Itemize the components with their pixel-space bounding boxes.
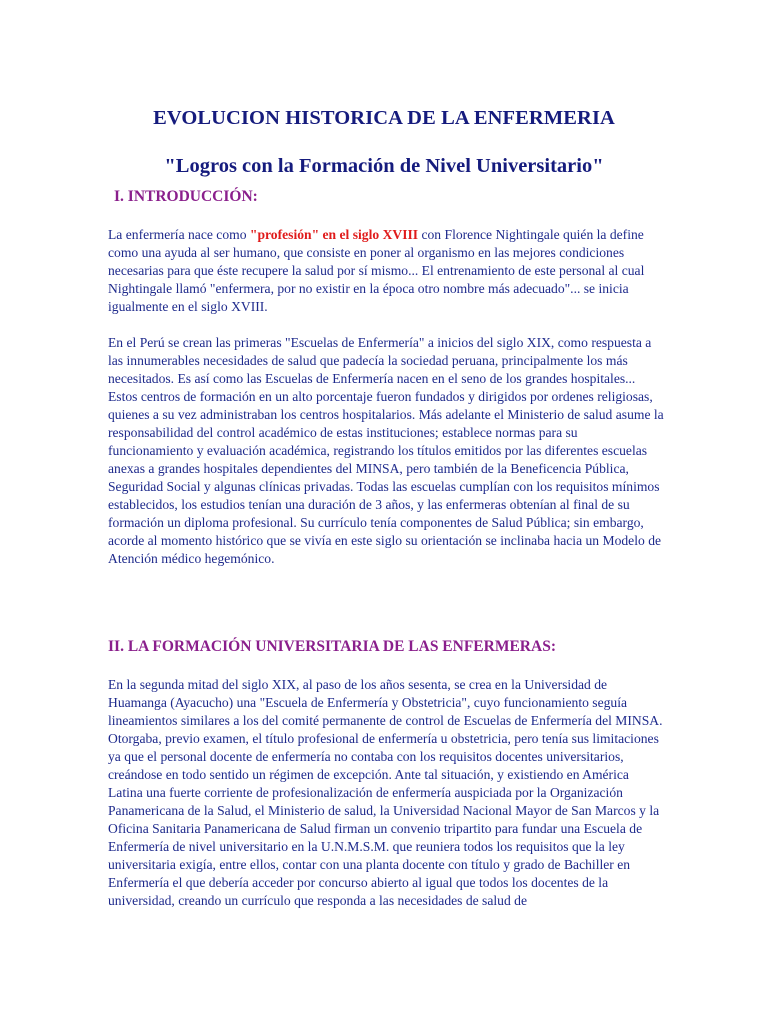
section-heading-introduccion: I. INTRODUCCIÓN: <box>114 188 258 205</box>
document-title: EVOLUCION HISTORICA DE LA ENFERMERIA <box>153 106 615 129</box>
formacion-paragraph-1: En la segunda mitad del siglo XIX, al paso de los años sesenta, se crea en la Universidad de Huamanga (Ayacucho) una "Escuela de Enfermería y Obstetricia", cuyo funcionamiento seguía lineamientos similares a los del comité permanente de control de Escuelas de Enfermería del MINSA. Otorgaba, previo examen, el título profesional de enfermería u obstetricia, pero tenía sus limitaciones ya que el personal docente de enfermería no contaba con los requisitos docentes universitarios, creándose en todo sentido un régimen de excepción. Ante tal situación, y existiendo en América Latina una fuerte corriente de profesionalización de enfermería auspiciada por la Organización Panamericana de la Salud, el Ministerio de salud, la Universidad Nacional Mayor de San Marcos y la Oficina Sanitaria Panamericana de Salud firman un convenio tripartito para fundar una Escuela de Enfermería de nivel universitario en la U.N.M.S.M. que reuniera todos los requisitos que la ley universitaria exigía, entre ellos, contar con una planta docente con título y grado de Bachiller en Enfermería el que debería acceder por concurso abierto al igual que todos los docentes de la universidad, creando un currículo que responda a las necesidades de salud de <box>108 677 663 908</box>
highlighted-phrase: "profesión" en el siglo XVIII <box>249 227 419 242</box>
document-subtitle: "Logros con la Formación de Nivel Universitario" <box>164 155 604 177</box>
intro-paragraph-2: En el Perú se crean las primeras "Escuelas de Enfermería" a inicios del siglo XIX, como respuesta a las innumerables necesidades de salud que padecía la sociedad peruana, principalmente los más necesitados. Es así como las Escuelas de Enfermería nacen en el seno de los grandes hospitales... Estos centros de formación en un alto porcentaje fueron fundados y dirigidos por ordenes religiosas, quienes a su vez administraban los centros hospitalarios. Más adelante el Ministerio de salud asume la responsabilidad del control académico de estas instituciones; establece normas para su funcionamiento y evaluación académica, registrando los títulos emitidos por las diferentes escuelas anexas a grandes hospitales dependientes del MINSA, pero también de la Beneficencia Pública, Seguridad Social y algunas clínicas privadas. Todas las escuelas cumplían con los requisitos mínimos establecidos, los estudios tenían una duración de 3 años, y las enfermeras obtenían al final de su formación un diploma profesional. Su currículo tenía componentes de Salud Pública; sin embargo, acorde al momento histórico que se vivía en este siglo su orientación se inclinaba hacia un Modelo de Atención médico hegemónico. <box>108 335 664 566</box>
section-heading-formacion-universitaria: II. LA FORMACIÓN UNIVERSITARIA DE LAS ENFERMERAS: <box>108 638 556 655</box>
intro-paragraph-1-rest: con Florence Nightingale quién la define como una ayuda al ser humano, que consiste en poner al organismo en las mejores condiciones necesarias para que éste recupere la salud por sí mismo... El entrenamiento de este personal al cual Nightingale llamó "enfermera, por no existir en la época otro nombre más adecuado"... se inicia igualmente en el siglo XVIII. <box>108 227 645 314</box>
intro-paragraph-1-start: La enfermería nace como <box>108 227 250 242</box>
intro-paragraph-1 <box>108 226 664 316</box>
